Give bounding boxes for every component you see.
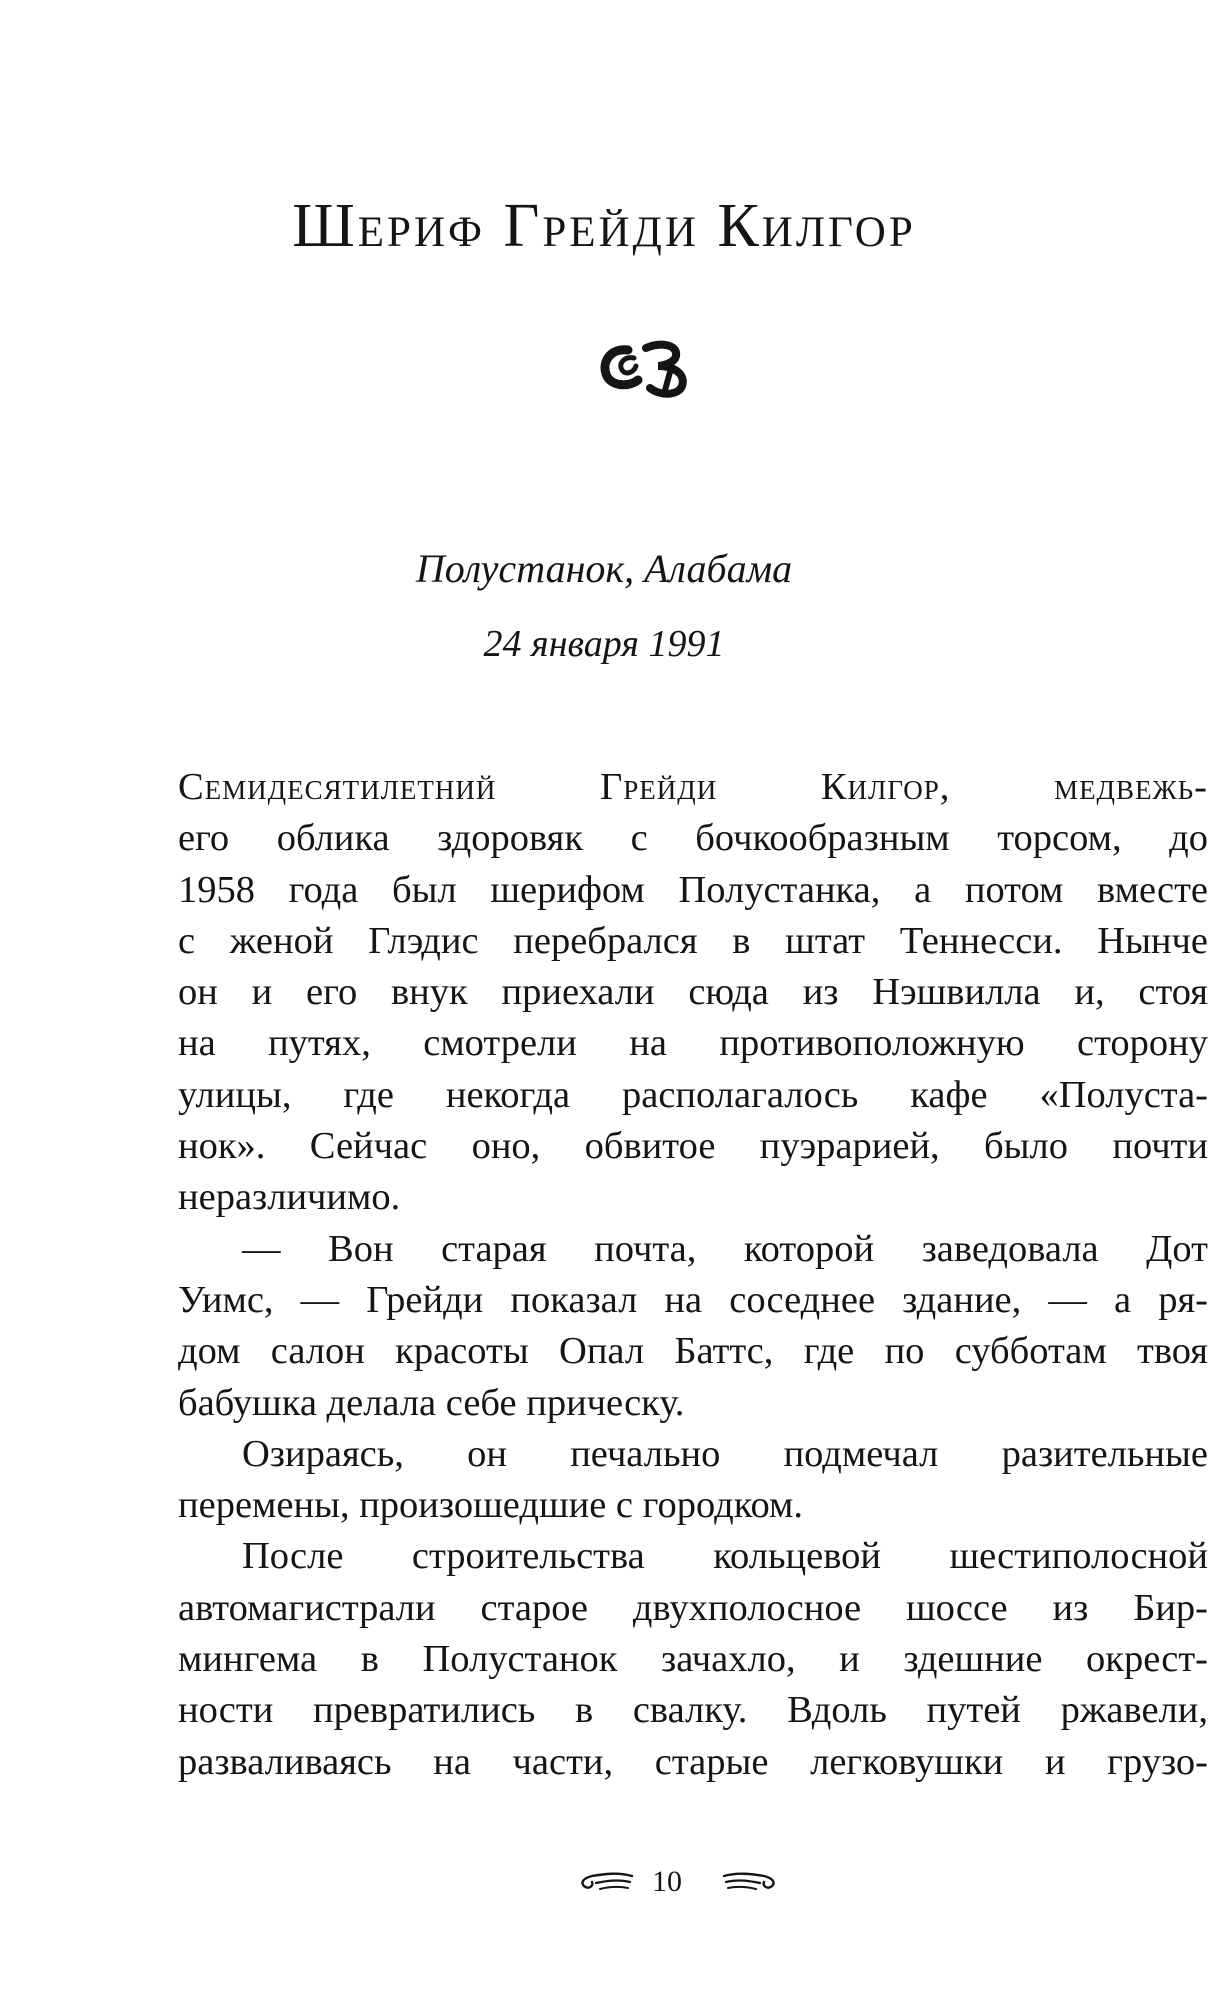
text-line: — Вон старая почта, которой заведовала Дот — [242, 1227, 1208, 1270]
text-line: ности превратились в свалку. Вдоль путей ржавели, — [178, 1689, 1208, 1732]
text-line: 1958 года был шерифом Полустанка, а потом вместе — [178, 868, 1208, 911]
paragraph-4 — [178, 1531, 1208, 1787]
text-line: мингема в Полустанок зачахло, и здешние окрест- — [178, 1638, 1208, 1681]
paragraph-2 — [178, 1224, 1208, 1429]
text-line: он и его внук приехали сюда из Нэшвилла и, стоя — [178, 971, 1208, 1014]
swirl-right-icon — [722, 1870, 778, 1894]
date-heading: 24 января 1991 — [483, 623, 725, 665]
page-number: 10 — [652, 1865, 682, 1898]
text-line: бабушка делала себе прическу. — [178, 1381, 685, 1424]
page-footer — [0, 1862, 1208, 1902]
text-line: нок». Сейчас оно, обвитое пуэрарией, было почти — [178, 1125, 1208, 1168]
text-line: разваливаясь на части, старые легковушки и грузо- — [178, 1740, 1208, 1783]
text-line: автомагистрали старое двухполосное шоссе из Бир- — [178, 1586, 1208, 1629]
location-heading: Полустанок, Алабама — [415, 546, 793, 591]
text-line: Семидесятилетний Грейди Килгор, медвежь- — [178, 766, 1208, 808]
text-line: его облика здоровяк с бочкообразным торсом, до — [178, 817, 1208, 860]
text-line: дом салон красоты Опал Баттс, где по субботам твоя — [178, 1330, 1208, 1373]
text-line: с женой Глэдис перебрался в штат Теннесси. Нынче — [178, 919, 1208, 962]
text-line: неразличимо. — [178, 1176, 401, 1219]
chapter-title: Шериф Грейди Килгор — [292, 192, 916, 260]
text-line: перемены, произошедшие с городком. — [178, 1484, 803, 1527]
swirl-left-icon — [578, 1870, 634, 1894]
body-text — [178, 762, 1208, 1788]
cs-ornament-icon — [594, 328, 704, 398]
text-line: улицы, где некогда располагалось кафе «Полуста- — [178, 1073, 1208, 1116]
text-line: После строительства кольцевой шестиполосной — [242, 1535, 1208, 1578]
text-line: на путях, смотрели на противоположную сторону — [178, 1022, 1208, 1065]
text-line: Уимс, — Грейди показал на соседнее здание, — а ря- — [178, 1278, 1208, 1321]
paragraph-1 — [178, 762, 1208, 1224]
text-line: Озираясь, он печально подмечал разительные — [242, 1432, 1208, 1475]
paragraph-3 — [178, 1429, 1208, 1532]
